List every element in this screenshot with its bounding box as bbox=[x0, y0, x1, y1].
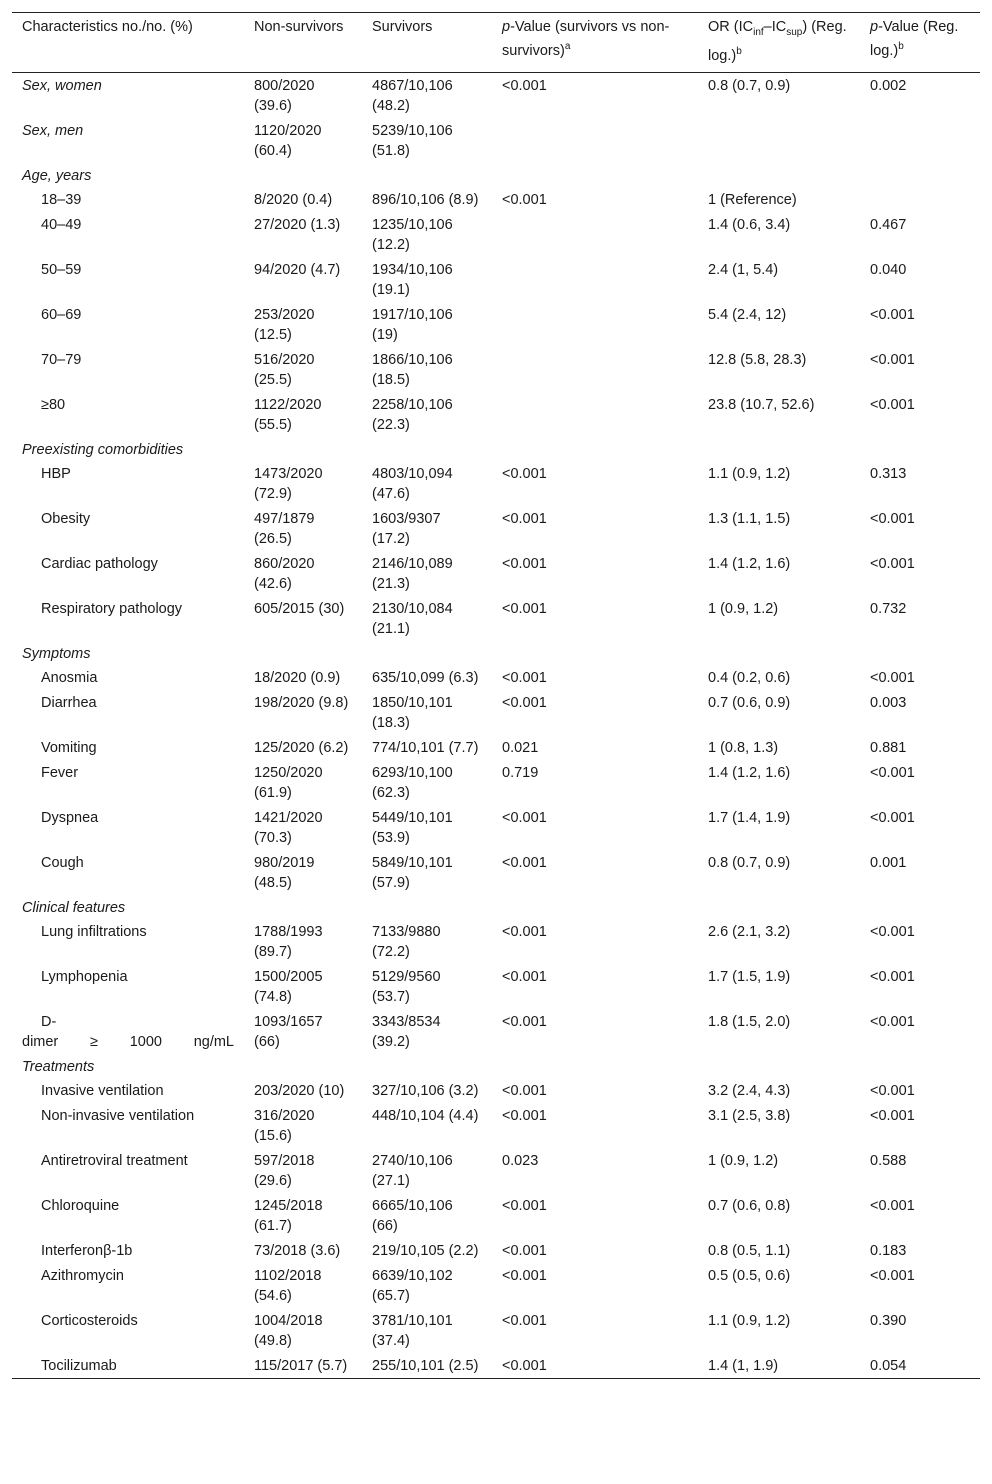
p-value-cell: <0.001 bbox=[502, 1267, 547, 1284]
non-survivors-cell: 860/2020 (42.6) bbox=[254, 555, 315, 592]
p-value-reg-cell: 0.183 bbox=[870, 1242, 907, 1259]
p-value-reg-cell bbox=[860, 187, 980, 212]
odds-ratio-cell: 1 (Reference) bbox=[708, 191, 797, 208]
odds-ratio-cell: 1.3 (1.1, 1.5) bbox=[708, 510, 791, 527]
row-label-text: Non-invasive ventilation bbox=[41, 1107, 195, 1124]
row-label-text: Obesity bbox=[41, 510, 91, 527]
non-survivors-cell: 203/2020 (10) bbox=[254, 1082, 345, 1099]
non-survivors-cell: 1122/2020 (55.5) bbox=[254, 396, 322, 433]
header-p-value-reg-log: p-Value (Reg. log.)$^b$ bbox=[870, 19, 959, 59]
row-label bbox=[12, 257, 244, 302]
table-row bbox=[12, 257, 980, 302]
p-value-reg-cell: 0.040 bbox=[870, 261, 907, 278]
survivors-cell: 635/10,099 (6.3) bbox=[372, 669, 479, 686]
p-value-reg-cell: <0.001 bbox=[870, 396, 915, 413]
row-label bbox=[12, 735, 244, 760]
table-row bbox=[12, 506, 980, 551]
odds-ratio-cell: 0.8 (0.5, 1.1) bbox=[708, 1242, 791, 1259]
row-label-text: Sex, women bbox=[22, 77, 102, 94]
header-characteristics: Characteristics no./no. (%) bbox=[22, 19, 193, 35]
odds-ratio-cell: 3.1 (2.5, 3.8) bbox=[708, 1107, 791, 1124]
table-row bbox=[12, 1263, 980, 1308]
non-survivors-cell: 1473/2020 (72.9) bbox=[254, 465, 323, 502]
survivors-cell: 327/10,106 (3.2) bbox=[372, 1082, 479, 1099]
survivors-cell: 6639/10,102 (65.7) bbox=[372, 1267, 453, 1304]
p-value-cell bbox=[492, 392, 698, 437]
non-survivors-cell: 115/2017 (5.7) bbox=[254, 1357, 348, 1374]
non-survivors-cell: 1004/2018 (49.8) bbox=[254, 1312, 323, 1349]
odds-ratio-cell: 0.8 (0.7, 0.9) bbox=[708, 77, 791, 94]
non-survivors-cell: 27/2020 (1.3) bbox=[254, 216, 341, 233]
table-row bbox=[12, 392, 980, 437]
odds-ratio-cell: 12.8 (5.8, 28.3) bbox=[708, 351, 807, 368]
section-heading bbox=[12, 1054, 980, 1078]
row-label-text: Diarrhea bbox=[41, 694, 97, 711]
row-label-text: ≥80 bbox=[41, 396, 66, 413]
survivors-cell: 1235/10,106 (12.2) bbox=[372, 216, 453, 253]
odds-ratio-cell: 1.7 (1.4, 1.9) bbox=[708, 809, 791, 826]
table-row bbox=[12, 551, 980, 596]
row-label bbox=[12, 212, 244, 257]
survivors-cell: 255/10,101 (2.5) bbox=[372, 1357, 479, 1374]
row-label-text: Lymphopenia bbox=[41, 968, 128, 985]
non-survivors-cell: 73/2018 (3.6) bbox=[254, 1242, 341, 1259]
survivors-cell: 3781/10,101 (37.4) bbox=[372, 1312, 453, 1349]
row-label bbox=[12, 1238, 244, 1263]
row-label bbox=[12, 1353, 244, 1379]
non-survivors-cell: 125/2020 (6.2) bbox=[254, 739, 349, 756]
row-label bbox=[12, 187, 244, 212]
row-label bbox=[12, 1009, 244, 1054]
survivors-cell: 5849/10,101 (57.9) bbox=[372, 854, 453, 891]
row-label bbox=[12, 1308, 244, 1353]
non-survivors-cell: 94/2020 (4.7) bbox=[254, 261, 341, 278]
section-label: Treatments bbox=[22, 1058, 95, 1075]
row-label bbox=[12, 1148, 244, 1193]
p-value-cell: <0.001 bbox=[502, 854, 547, 871]
survivors-cell: 6293/10,100 (62.3) bbox=[372, 764, 453, 801]
non-survivors-cell: 1093/1657 (66) bbox=[254, 1013, 323, 1050]
row-label-text: D- bbox=[41, 1013, 57, 1030]
survivors-cell: 1917/10,106 (19) bbox=[372, 306, 453, 343]
p-value-reg-cell: <0.001 bbox=[870, 510, 915, 527]
p-value-cell: <0.001 bbox=[502, 669, 547, 686]
row-label bbox=[12, 665, 244, 690]
p-value-cell: <0.001 bbox=[502, 1357, 547, 1374]
row-label-text: Azithromycin bbox=[41, 1267, 124, 1284]
survivors-cell: 1866/10,106 (18.5) bbox=[372, 351, 453, 388]
non-survivors-cell: 605/2015 (30) bbox=[254, 600, 345, 617]
p-value-reg-cell: <0.001 bbox=[870, 968, 915, 985]
table-row bbox=[12, 1308, 980, 1353]
p-value-reg-cell: 0.467 bbox=[870, 216, 907, 233]
p-value-reg-cell: <0.001 bbox=[870, 306, 915, 323]
row-label bbox=[12, 596, 244, 641]
survivors-cell: 4803/10,094 (47.6) bbox=[372, 465, 453, 502]
p-value-cell: <0.001 bbox=[502, 1082, 547, 1099]
p-value-cell: 0.021 bbox=[502, 739, 539, 756]
odds-ratio-cell: 1.4 (1, 1.9) bbox=[708, 1357, 779, 1374]
p-value-reg-cell: <0.001 bbox=[870, 1082, 915, 1099]
p-value-cell: <0.001 bbox=[502, 809, 547, 826]
survivors-cell: 5449/10,101 (53.9) bbox=[372, 809, 453, 846]
p-value-cell bbox=[492, 118, 698, 163]
non-survivors-cell: 198/2020 (9.8) bbox=[254, 694, 349, 711]
odds-ratio-cell: 1 (0.8, 1.3) bbox=[708, 739, 779, 756]
table-row bbox=[12, 302, 980, 347]
section-row bbox=[12, 641, 980, 665]
row-label bbox=[12, 118, 244, 163]
p-value-reg-cell: <0.001 bbox=[870, 351, 915, 368]
survivors-cell: 4867/10,106 (48.2) bbox=[372, 77, 453, 114]
odds-ratio-cell bbox=[698, 118, 860, 163]
header-non-survivors: Non-survivors bbox=[254, 19, 344, 35]
table-row bbox=[12, 735, 980, 760]
row-label bbox=[12, 1263, 244, 1308]
p-value-cell: <0.001 bbox=[502, 1197, 547, 1214]
table-body bbox=[12, 72, 980, 1378]
non-survivors-cell: 1250/2020 (61.9) bbox=[254, 764, 323, 801]
odds-ratio-cell: 3.2 (2.4, 4.3) bbox=[708, 1082, 791, 1099]
row-label bbox=[12, 1078, 244, 1103]
p-value-reg-cell: <0.001 bbox=[870, 1107, 915, 1124]
survivors-cell: 7133/9880 (72.2) bbox=[372, 923, 441, 960]
row-label-text: 70–79 bbox=[41, 351, 82, 368]
row-label bbox=[12, 392, 244, 437]
survivors-cell: 6665/10,106 (66) bbox=[372, 1197, 453, 1234]
row-label-text: Cough bbox=[41, 854, 84, 871]
section-heading bbox=[12, 437, 980, 461]
row-label bbox=[12, 72, 244, 118]
p-value-cell: <0.001 bbox=[502, 1107, 547, 1124]
p-value-reg-cell: 0.003 bbox=[870, 694, 907, 711]
p-value-reg-cell: 0.054 bbox=[870, 1357, 907, 1374]
survivors-cell: 896/10,106 (8.9) bbox=[372, 191, 479, 208]
p-value-reg-cell: <0.001 bbox=[870, 809, 915, 826]
results-table bbox=[12, 12, 980, 1379]
table-row bbox=[12, 118, 980, 163]
row-label bbox=[12, 461, 244, 506]
non-survivors-cell: 8/2020 (0.4) bbox=[254, 191, 333, 208]
section-row bbox=[12, 163, 980, 187]
p-value-reg-cell: 0.881 bbox=[870, 739, 907, 756]
p-value-reg-cell: 0.002 bbox=[870, 77, 907, 94]
p-value-cell: <0.001 bbox=[502, 968, 547, 985]
row-label bbox=[12, 1103, 244, 1148]
p-value-cell bbox=[492, 347, 698, 392]
section-label: Symptoms bbox=[22, 645, 91, 662]
row-label-text: 50–59 bbox=[41, 261, 82, 278]
header-p-value-survivors: p-Value (survivors vs non-survivors)$^a$ bbox=[502, 19, 670, 59]
odds-ratio-cell: 1.1 (0.9, 1.2) bbox=[708, 465, 791, 482]
row-label-text: Corticosteroids bbox=[41, 1312, 138, 1329]
p-value-cell: <0.001 bbox=[502, 191, 547, 208]
odds-ratio-cell: 0.4 (0.2, 0.6) bbox=[708, 669, 791, 686]
row-label-text: Lung infiltrations bbox=[41, 923, 147, 940]
survivors-cell: 774/10,101 (7.7) bbox=[372, 739, 479, 756]
row-label-text: Respiratory pathology bbox=[41, 600, 183, 617]
table-header bbox=[12, 13, 980, 73]
p-value-reg-cell: <0.001 bbox=[870, 1197, 915, 1214]
survivors-cell: 3343/8534 (39.2) bbox=[372, 1013, 441, 1050]
odds-ratio-cell: 1 (0.9, 1.2) bbox=[708, 1152, 779, 1169]
section-label: Preexisting comorbidities bbox=[22, 441, 184, 458]
p-value-cell: <0.001 bbox=[502, 1013, 547, 1030]
odds-ratio-cell: 1.8 (1.5, 2.0) bbox=[708, 1013, 791, 1030]
table-row bbox=[12, 596, 980, 641]
row-label bbox=[12, 805, 244, 850]
non-survivors-cell: 597/2018 (29.6) bbox=[254, 1152, 315, 1189]
table-row bbox=[12, 1103, 980, 1148]
p-value-reg-cell: <0.001 bbox=[870, 1267, 915, 1284]
table-row bbox=[12, 1009, 980, 1054]
row-label-text: Chloroquine bbox=[41, 1197, 120, 1214]
p-value-cell: <0.001 bbox=[502, 465, 547, 482]
p-value-cell: <0.001 bbox=[502, 1312, 547, 1329]
table-row bbox=[12, 187, 980, 212]
table-row bbox=[12, 760, 980, 805]
section-label: Clinical features bbox=[22, 899, 126, 916]
row-label-text: 60–69 bbox=[41, 306, 82, 323]
p-value-cell: <0.001 bbox=[502, 510, 547, 527]
row-label-text: Cardiac pathology bbox=[41, 555, 158, 572]
survivors-cell: 219/10,105 (2.2) bbox=[372, 1242, 479, 1259]
p-value-reg-cell bbox=[860, 118, 980, 163]
p-value-cell: <0.001 bbox=[502, 923, 547, 940]
table-row bbox=[12, 805, 980, 850]
section-row bbox=[12, 1054, 980, 1078]
row-label-text: 40–49 bbox=[41, 216, 82, 233]
row-label-text: Dyspnea bbox=[41, 809, 99, 826]
table-row bbox=[12, 850, 980, 895]
non-survivors-cell: 980/2019 (48.5) bbox=[254, 854, 315, 891]
row-label-text: Antiretroviral treatment bbox=[41, 1152, 188, 1169]
row-label bbox=[12, 919, 244, 964]
table-row bbox=[12, 690, 980, 735]
row-label bbox=[12, 690, 244, 735]
table-row bbox=[12, 1238, 980, 1263]
row-label-text-continued: dimer ≥ 1000 ng/mL bbox=[22, 1033, 234, 1050]
section-label: Age, years bbox=[22, 167, 92, 184]
non-survivors-cell: 1788/1993 (89.7) bbox=[254, 923, 323, 960]
non-survivors-cell: 1120/2020 (60.4) bbox=[254, 122, 322, 159]
table-row bbox=[12, 212, 980, 257]
odds-ratio-cell: 1 (0.9, 1.2) bbox=[708, 600, 779, 617]
table-row bbox=[12, 1353, 980, 1379]
p-value-cell: 0.023 bbox=[502, 1152, 539, 1169]
p-value-cell: 0.719 bbox=[502, 764, 539, 781]
row-label-text: Invasive ventilation bbox=[41, 1082, 164, 1099]
header-row bbox=[12, 13, 980, 73]
survivors-cell: 448/10,104 (4.4) bbox=[372, 1107, 479, 1124]
survivors-cell: 1603/9307 (17.2) bbox=[372, 510, 441, 547]
p-value-reg-cell: <0.001 bbox=[870, 1013, 915, 1030]
section-row bbox=[12, 895, 980, 919]
p-value-cell bbox=[492, 212, 698, 257]
odds-ratio-cell: 2.6 (2.1, 3.2) bbox=[708, 923, 791, 940]
row-label bbox=[12, 1193, 244, 1238]
p-value-cell: <0.001 bbox=[502, 555, 547, 572]
row-label-text: Sex, men bbox=[22, 122, 84, 139]
p-value-reg-cell: <0.001 bbox=[870, 764, 915, 781]
p-value-reg-cell: 0.001 bbox=[870, 854, 907, 871]
row-label bbox=[12, 964, 244, 1009]
odds-ratio-cell: 5.4 (2.4, 12) bbox=[708, 306, 787, 323]
row-label-text: Interferonβ-1b bbox=[41, 1242, 133, 1259]
survivors-cell: 2740/10,106 (27.1) bbox=[372, 1152, 453, 1189]
p-value-cell: <0.001 bbox=[502, 1242, 547, 1259]
non-survivors-cell: 1245/2018 (61.7) bbox=[254, 1197, 323, 1234]
row-label bbox=[12, 302, 244, 347]
p-value-cell: <0.001 bbox=[502, 600, 547, 617]
section-heading bbox=[12, 163, 980, 187]
non-survivors-cell: 516/2020 (25.5) bbox=[254, 351, 315, 388]
survivors-cell: 1850/10,101 (18.3) bbox=[372, 694, 453, 731]
odds-ratio-cell: 1.4 (1.2, 1.6) bbox=[708, 764, 791, 781]
p-value-reg-cell: 0.313 bbox=[870, 465, 907, 482]
non-survivors-cell: 1500/2005 (74.8) bbox=[254, 968, 323, 1005]
table-row bbox=[12, 1193, 980, 1238]
odds-ratio-cell: 1.1 (0.9, 1.2) bbox=[708, 1312, 791, 1329]
odds-ratio-cell: 1.4 (0.6, 3.4) bbox=[708, 216, 791, 233]
results-table-container bbox=[12, 12, 980, 1379]
row-label-text: Vomiting bbox=[41, 739, 97, 756]
non-survivors-cell: 1421/2020 (70.3) bbox=[254, 809, 323, 846]
non-survivors-cell: 497/1879 (26.5) bbox=[254, 510, 315, 547]
non-survivors-cell: 800/2020 (39.6) bbox=[254, 77, 315, 114]
row-label-text: Fever bbox=[41, 764, 79, 781]
odds-ratio-cell: 0.5 (0.5, 0.6) bbox=[708, 1267, 791, 1284]
table-row bbox=[12, 964, 980, 1009]
table-row bbox=[12, 461, 980, 506]
p-value-reg-cell: <0.001 bbox=[870, 923, 915, 940]
table-row bbox=[12, 919, 980, 964]
survivors-cell: 2130/10,084 (21.1) bbox=[372, 600, 453, 637]
section-heading bbox=[12, 895, 980, 919]
odds-ratio-cell: 0.7 (0.6, 0.9) bbox=[708, 694, 791, 711]
p-value-cell: <0.001 bbox=[502, 77, 547, 94]
row-label bbox=[12, 551, 244, 596]
p-value-cell: <0.001 bbox=[502, 694, 547, 711]
survivors-cell: 5239/10,106 (51.8) bbox=[372, 122, 453, 159]
row-label bbox=[12, 506, 244, 551]
non-survivors-cell: 253/2020 (12.5) bbox=[254, 306, 315, 343]
p-value-reg-cell: 0.390 bbox=[870, 1312, 907, 1329]
row-label-text: HBP bbox=[41, 465, 71, 482]
odds-ratio-cell: 0.7 (0.6, 0.8) bbox=[708, 1197, 791, 1214]
non-survivors-cell: 18/2020 (0.9) bbox=[254, 669, 341, 686]
p-value-reg-cell: 0.732 bbox=[870, 600, 907, 617]
section-heading bbox=[12, 641, 980, 665]
odds-ratio-cell: 23.8 (10.7, 52.6) bbox=[708, 396, 815, 413]
section-row bbox=[12, 437, 980, 461]
non-survivors-cell: 1102/2018 (54.6) bbox=[254, 1267, 322, 1304]
odds-ratio-cell: 1.7 (1.5, 1.9) bbox=[708, 968, 791, 985]
table-row bbox=[12, 1078, 980, 1103]
table-row bbox=[12, 347, 980, 392]
header-odds-ratio: OR $(IC_{inf}-IC_{sup})$ (Reg. log.)$^b$ bbox=[708, 19, 847, 64]
table-row bbox=[12, 665, 980, 690]
survivors-cell: 2146/10,089 (21.3) bbox=[372, 555, 453, 592]
p-value-cell bbox=[492, 257, 698, 302]
row-label-text: Tocilizumab bbox=[41, 1357, 117, 1374]
row-label bbox=[12, 850, 244, 895]
odds-ratio-cell: 2.4 (1, 5.4) bbox=[708, 261, 779, 278]
p-value-cell bbox=[492, 302, 698, 347]
p-value-reg-cell: <0.001 bbox=[870, 555, 915, 572]
survivors-cell: 1934/10,106 (19.1) bbox=[372, 261, 453, 298]
survivors-cell: 5129/9560 (53.7) bbox=[372, 968, 441, 1005]
non-survivors-cell: 316/2020 (15.6) bbox=[254, 1107, 315, 1144]
odds-ratio-cell: 1.4 (1.2, 1.6) bbox=[708, 555, 791, 572]
survivors-cell: 2258/10,106 (22.3) bbox=[372, 396, 453, 433]
header-survivors: Survivors bbox=[372, 19, 433, 35]
table-row bbox=[12, 72, 980, 118]
row-label-text: 18–39 bbox=[41, 191, 82, 208]
row-label bbox=[12, 760, 244, 805]
p-value-reg-cell: 0.588 bbox=[870, 1152, 907, 1169]
table-row bbox=[12, 1148, 980, 1193]
odds-ratio-cell: 0.8 (0.7, 0.9) bbox=[708, 854, 791, 871]
row-label-text: Anosmia bbox=[41, 669, 98, 686]
row-label bbox=[12, 347, 244, 392]
p-value-reg-cell: <0.001 bbox=[870, 669, 915, 686]
